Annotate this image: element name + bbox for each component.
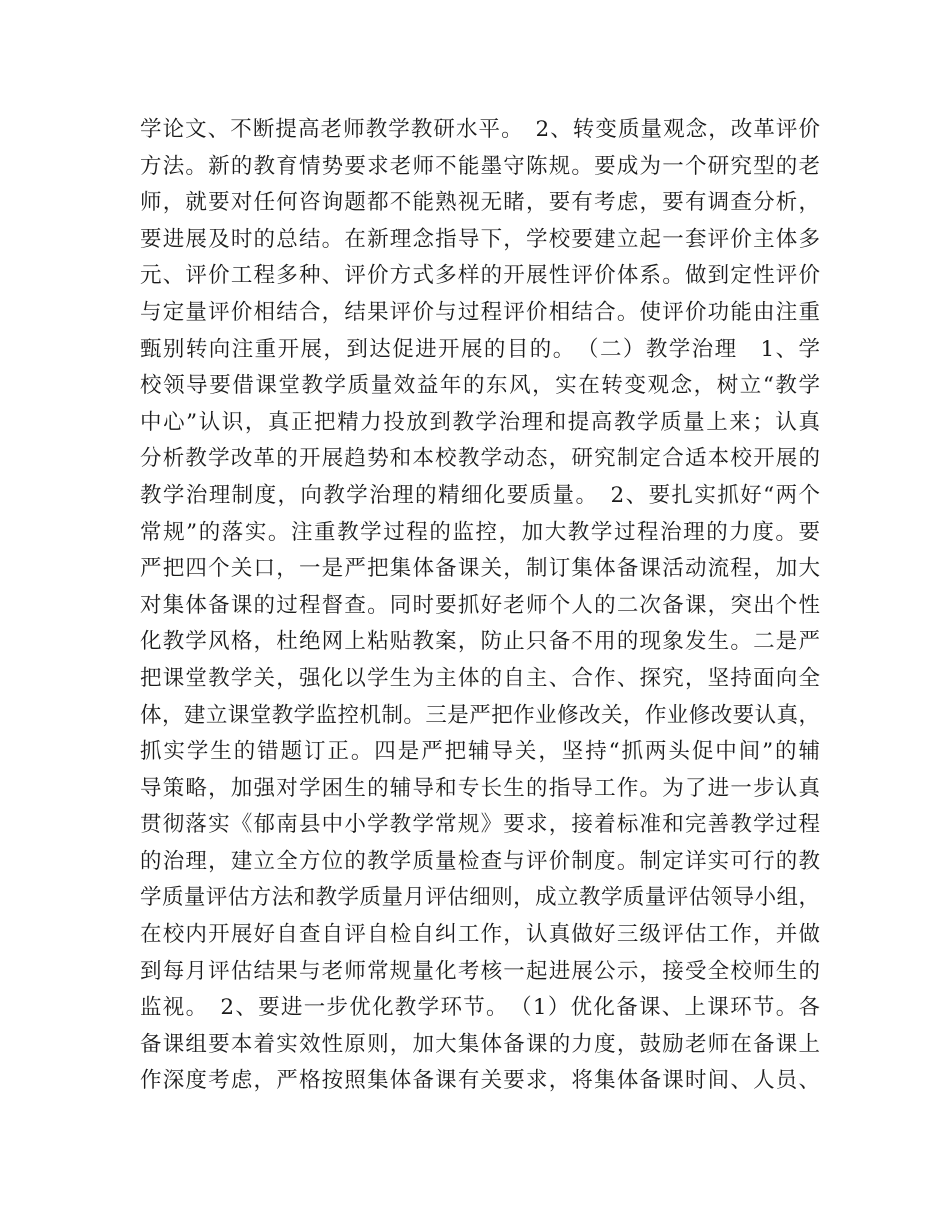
text-line: 对集体备课的过程督查。同时要抓好老师个人的二次备课，突出个性	[140, 592, 820, 618]
text-line: 要进展及时的总结。在新理念指导下，学校要建立起一套评价主体多	[140, 226, 820, 252]
text-line: 元、评价工程多种、评价方式多样的开展性评价体系。做到定性评价	[140, 263, 820, 289]
text-line: 贯彻落实《郁南县中小学教学常规》要求，接着标准和完善教学过程	[140, 812, 820, 838]
text-line: 抓实学生的错题订正。四是严把辅导关，坚持“抓两头促中间”的辅	[140, 739, 820, 765]
text-line: 备课组要本着实效性原则，加大集体备课的力度，鼓励老师在备课上	[140, 1031, 820, 1057]
text-line: 监视。 2、要进一步优化教学环节。 （1）优化备课、上课环节。各	[140, 995, 820, 1021]
text-line: 教学治理制度，向教学治理的精细化要质量。 2、要扎实抓好“两个	[140, 482, 820, 508]
body-text	[140, 112, 820, 1100]
text-line: 化教学风格，杜绝网上粘贴教案，防止只备不用的现象发生。二是严	[140, 629, 820, 655]
text-line: 与定量评价相结合，结果评价与过程评价相结合。使评价功能由注重	[140, 299, 820, 325]
text-line: 师，就要对任何咨询题都不能熟视无睹，要有考虑，要有调查分析，	[140, 190, 820, 216]
text-line: 中心”认识，真正把精力投放到教学治理和提高教学质量上来；认真	[140, 409, 820, 435]
text-line: 体，建立课堂教学监控机制。三是严把作业修改关，作业修改要认真，	[140, 702, 820, 728]
text-line: 方法。新的教育情势要求老师不能墨守陈规。要成为一个研究型的老	[140, 153, 820, 179]
text-line: 到每月评估结果与老师常规量化考核一起进展公示，接受全校师生的	[140, 958, 820, 984]
text-line: 作深度考虑，严格按照集体备课有关要求，将集体备课时间、人员、	[140, 1068, 820, 1094]
text-line: 的治理，建立全方位的教学质量检查与评价制度。制定详实可行的教	[140, 848, 820, 874]
text-line: 学质量评估方法和教学质量月评估细则，成立教学质量评估领导小组，	[140, 885, 820, 911]
text-line: 导策略，加强对学困生的辅导和专长生的指导工作。为了进一步认真	[140, 775, 820, 801]
text-line: 甄别转向注重开展，到达促进开展的目的。 （二）教学治理 1、学	[140, 336, 820, 362]
text-line: 校领导要借课堂教学质量效益年的东风，实在转变观念，树立“教学	[140, 373, 820, 399]
text-line: 严把四个关口，一是严把集体备课关，制订集体备课活动流程，加大	[140, 556, 820, 582]
text-line: 把课堂教学关，强化以学生为主体的自主、合作、探究，坚持面向全	[140, 665, 820, 691]
text-line: 学论文、不断提高老师教学教研水平。 2、转变质量观念，改革评价	[140, 117, 820, 142]
text-line: 分析教学改革的开展趋势和本校教学动态，研究制定合适本校开展的	[140, 446, 820, 472]
text-line: 常规”的落实。注重教学过程的监控，加大教学过程治理的力度。要	[140, 519, 820, 545]
text-line: 在校内开展好自查自评自检自纠工作，认真做好三级评估工作，并做	[140, 922, 820, 948]
